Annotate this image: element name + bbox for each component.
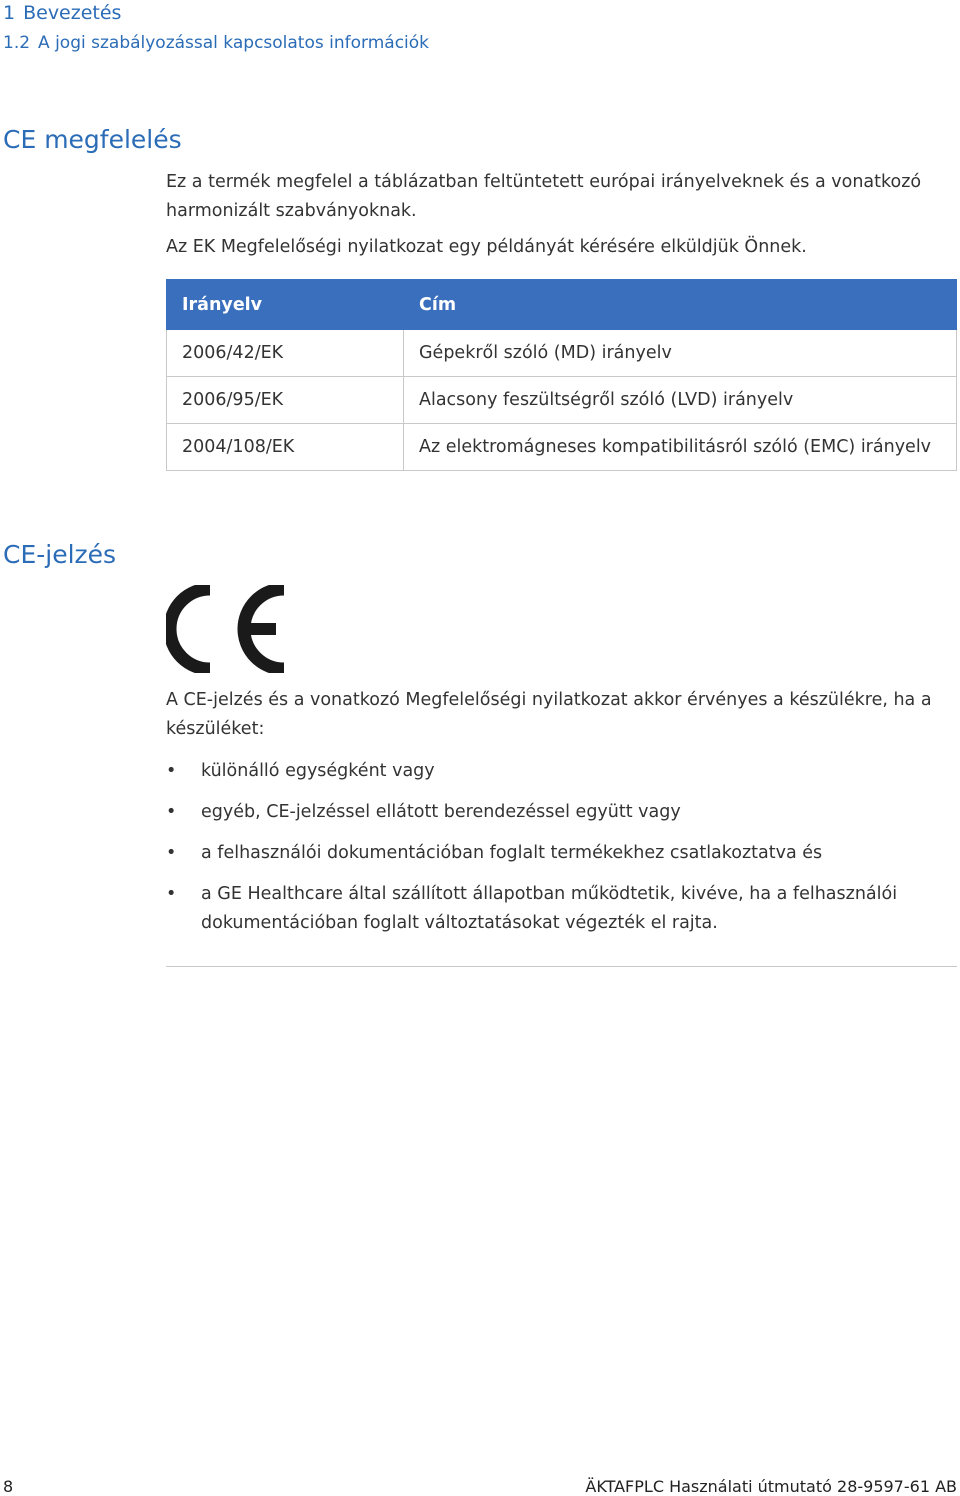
list-item: • egyéb, CE-jelzéssel ellátott berendezéssel együtt vagy: [166, 798, 958, 827]
list-item: • a GE Healthcare által szállított állapotban működtetik, kivéve, ha a felhasználói dokumentációban foglalt változtatásokat végezték el rajta.: [166, 880, 958, 938]
table-row: [167, 377, 957, 424]
directive-code: 2006/42/EK: [167, 330, 404, 377]
bullet-icon: •: [166, 843, 177, 863]
directive-title: Gépekről szóló (MD) irányelv: [404, 330, 957, 377]
bullet-icon: •: [166, 761, 177, 781]
ce-mark-logo: [166, 585, 286, 673]
chapter-number: 1: [3, 2, 16, 24]
column-header-directive: Irányelv: [167, 280, 404, 330]
section-title: A jogi szabályozással kapcsolatos információk: [38, 33, 430, 53]
declaration-note: Az EK Megfelelőségi nyilatkozat egy példányát kérésére elküldjük Önnek.: [166, 237, 807, 257]
document-title: ÄKTAFPLC Használati útmutató 28-9597-61 AB: [585, 1477, 957, 1496]
bullet-icon: •: [166, 884, 177, 904]
ce-conditions-list: [166, 757, 958, 950]
list-item: • a felhasználói dokumentációban foglalt termékekhez csatlakoztatva és: [166, 839, 958, 868]
directive-title: Az elektromágneses kompatibilitásról szóló (EMC) irányelv: [404, 424, 957, 471]
section-heading: [3, 33, 429, 53]
table-row: [167, 424, 957, 471]
table-header-row: [167, 280, 957, 330]
page-number: 8: [3, 1477, 14, 1496]
bullet-icon: •: [166, 802, 177, 822]
table-row: [167, 330, 957, 377]
ce-marking-heading: CE-jelzés: [3, 540, 117, 569]
list-item: • különálló egységként vagy: [166, 757, 958, 786]
ce-compliance-heading: CE megfelelés: [3, 125, 182, 154]
directives-table: [166, 279, 957, 471]
compliance-intro: Ez a termék megfelel a táblázatban feltüntetett európai irányelveknek és a vonatkozó harmonizált szabványoknak.: [166, 172, 922, 221]
directive-code: 2006/95/EK: [167, 377, 404, 424]
ce-mark-e-bar: [244, 623, 276, 635]
directive-title: Alacsony feszültségről szóló (LVD) irányelv: [404, 377, 957, 424]
column-header-title: Cím: [404, 280, 957, 330]
section-divider: [166, 966, 957, 967]
directive-code: 2004/108/EK: [167, 424, 404, 471]
ce-validity-text: A CE-jelzés és a vonatkozó Megfelelőségi nyilatkozat akkor érvényes a készülékre, ha a készüléket:: [166, 690, 932, 739]
ce-mark-c: [170, 589, 210, 669]
chapter-title: Bevezetés: [23, 2, 122, 24]
section-number: 1.2: [3, 33, 31, 53]
chapter-heading: [3, 2, 121, 24]
